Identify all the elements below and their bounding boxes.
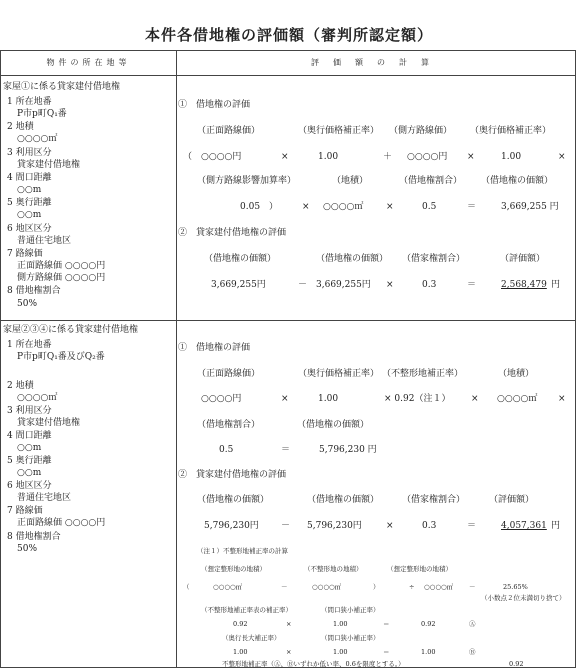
s2-label: （借地権割合）: [197, 420, 261, 430]
s1-line: 6 地区区分: [7, 224, 52, 234]
note-value: 0.92: [233, 620, 248, 628]
s2-line: ○○m: [17, 443, 42, 453]
s1-value: ×: [302, 202, 310, 212]
s2-value: ×: [386, 521, 394, 531]
s2-line: 貸家建付借地権: [17, 418, 81, 428]
note-final-label: 不整形地補正率（Ⓐ、Ⓑいずれか低い率、0.6を限度とする。）: [222, 660, 405, 668]
note-value: ×: [286, 620, 292, 628]
s1-line: 50%: [17, 299, 38, 309]
s2-label: （奥行価格補正率）: [298, 369, 380, 379]
s1-line: 1 所在地番: [7, 97, 52, 107]
header-calculation: 評価額の計算: [311, 58, 443, 67]
note-value: ＝: [383, 648, 390, 656]
s1-value: ×: [386, 280, 394, 290]
s1-value: 1.00: [318, 152, 339, 162]
note-value: 25.65%: [503, 583, 528, 591]
s2-value: 0.3: [422, 521, 437, 531]
s2-label: （正面路線価）: [197, 369, 261, 379]
s1-line: ○○m: [17, 210, 42, 220]
column-divider: [176, 51, 177, 667]
s2-line: ○○m: [17, 468, 42, 478]
note-mark-a: Ⓐ: [469, 620, 476, 628]
s2-line: 1 所在地番: [7, 340, 52, 350]
s2-line: 5 奥行距離: [7, 456, 52, 466]
s1-line: ○○○○㎡: [17, 134, 58, 144]
s1-line: 側方路線価 ○○○○円: [17, 273, 106, 283]
s2-value: 5,796,230円: [204, 521, 259, 531]
s1-value: ○○○○円: [407, 152, 448, 162]
s2-step2-title: ② 貸家建付借地権の評価: [178, 470, 287, 480]
s1-value: ×: [558, 152, 566, 162]
note-value: 1.00: [333, 648, 348, 656]
s1-line: 普通住宅地区: [17, 236, 72, 246]
note-round: （小数点２位未満切り捨て）: [481, 594, 566, 602]
note-value: ○○○○㎡: [424, 583, 454, 591]
note-value: ○○○○㎡: [312, 583, 342, 591]
s1-label: （側方路線影響加算率）: [197, 176, 297, 186]
s2-label: （地積）: [498, 369, 535, 379]
note-label: （不整形地補正率表の補正率）: [201, 606, 292, 614]
s1-label: （奥行価格補正率）: [470, 126, 552, 136]
note-value: 0.92: [421, 620, 436, 628]
s2-value: ＝: [467, 521, 477, 531]
s2-line: P市p町Q₁番及びQ₂番: [17, 352, 105, 362]
s2-value: ○○○○円: [201, 394, 242, 404]
s1-value: 3,669,255円: [316, 280, 371, 290]
s1-value: ○○○○円: [201, 152, 242, 162]
s2-value: －: [281, 521, 291, 531]
s1-value: ×: [281, 152, 289, 162]
s1-value: －: [298, 280, 308, 290]
s1-value: 0.05 ）: [240, 202, 279, 212]
s1-value: ○○○○㎡: [323, 202, 364, 212]
s1-line: 3 利用区分: [7, 148, 52, 158]
s2-line: 8 借地権割合: [7, 532, 61, 542]
note-final-value: 0.92: [509, 660, 524, 668]
s2-value: ○○○○㎡: [497, 394, 538, 404]
section2-heading: 家屋②③④に係る貸家建付借地権: [3, 325, 139, 335]
s2-line: 2 地積: [7, 381, 34, 391]
s1-label: （借地権割合）: [399, 176, 463, 186]
s1-value: （: [183, 152, 193, 162]
s2-label: （不整形地補正率）: [382, 369, 464, 379]
s1-label: （側方路線価）: [389, 126, 453, 136]
s1-line: 8 借地権割合: [7, 286, 61, 296]
s2-label: （借家権割合）: [402, 495, 466, 505]
s2-label: （借地権の価額）: [297, 420, 370, 430]
s2-line: 7 路線価: [7, 506, 43, 516]
s1-result: 2,568,479: [501, 280, 547, 290]
s2-value: ×: [558, 394, 566, 404]
s2-label: （評価額）: [489, 495, 535, 505]
s2-result: 4,057,361: [501, 521, 547, 531]
s2-value: 0.5: [219, 445, 234, 455]
s1-value: ×: [467, 152, 475, 162]
document-title: 本件各借地権の評価額（審判所認定額）: [144, 26, 433, 44]
s2-label: （借地権の価額）: [197, 495, 270, 505]
s1-line: 7 路線価: [7, 249, 43, 259]
note-value: ÷: [409, 583, 415, 591]
s1-value: ×: [386, 202, 394, 212]
s2-label: （借地権の価額）: [307, 495, 380, 505]
note-value: 1.00: [233, 648, 248, 656]
s1-value: 3,669,255 円: [501, 202, 559, 212]
s1-value: ＝: [467, 280, 477, 290]
s2-line: 6 地区区分: [7, 481, 52, 491]
note-value: （: [183, 583, 190, 591]
s1-label: （借地権の価額）: [204, 254, 277, 264]
s2-value: ×: [471, 394, 479, 404]
s1-step2-title: ② 貸家建付借地権の評価: [178, 228, 287, 238]
header-divider: [1, 75, 575, 76]
s1-value: 円: [551, 280, 561, 290]
s2-value: ＝: [281, 445, 291, 455]
s1-label: （評価額）: [500, 254, 546, 264]
s1-line: ○○m: [17, 185, 42, 195]
s1-step1-title: ① 借地権の評価: [178, 100, 251, 110]
s1-line: 正面路線価 ○○○○円: [17, 261, 106, 271]
s1-label: （借家権割合）: [402, 254, 466, 264]
s2-line: ○○○○㎡: [17, 393, 58, 403]
note-value: －: [469, 583, 476, 591]
section1-heading: 家屋①に係る貸家建付借地権: [3, 82, 121, 92]
s2-value: 1.00: [318, 394, 339, 404]
note-label: （想定整形地の地積）: [201, 565, 266, 573]
s2-value: 円: [551, 521, 561, 531]
note-label: （奥行長大補正率）: [222, 634, 281, 642]
s1-value: ＝: [467, 202, 477, 212]
s1-value: ＋: [383, 152, 393, 162]
s1-value: 0.5: [422, 202, 437, 212]
note-label: （想定整形地の地積）: [387, 565, 452, 573]
s2-value: 5,796,230円: [307, 521, 362, 531]
note-value: ○○○○㎡: [213, 583, 243, 591]
note-value: 1.00: [421, 648, 436, 656]
s1-label: （借地権の価額）: [481, 176, 554, 186]
s1-value: 1.00: [501, 152, 522, 162]
s1-value: 0.3: [422, 280, 437, 290]
s1-label: （正面路線価）: [197, 126, 261, 136]
note-title: （注１）不整形地補正率の計算: [197, 547, 288, 555]
valuation-table: [0, 50, 576, 668]
s1-value: 3,669,255円: [211, 280, 266, 290]
s1-line: 5 奥行距離: [7, 198, 52, 208]
s1-label: （借地権の価額）: [316, 254, 389, 264]
s2-line: 50%: [17, 544, 38, 554]
s1-line: 4 間口距離: [7, 173, 52, 183]
note-value: 1.00: [333, 620, 348, 628]
note-value: ）: [373, 583, 380, 591]
note-value: ×: [286, 648, 292, 656]
s1-line: 2 地積: [7, 122, 34, 132]
s2-line: 4 間口距離: [7, 431, 52, 441]
note-label: （不整形地の地積）: [304, 565, 363, 573]
s2-line: 普通住宅地区: [17, 493, 72, 503]
s1-line: P市p町Q₁番: [17, 109, 67, 119]
note-label: （間口狭小補正率）: [321, 634, 380, 642]
note-value: －: [281, 583, 288, 591]
note-mark-b: Ⓑ: [469, 648, 476, 656]
header-location: 物件の所在地等: [46, 58, 131, 67]
s2-value: 5,796,230 円: [319, 445, 377, 455]
s2-value: ×: [281, 394, 289, 404]
s2-line: 正面路線価 ○○○○円: [17, 518, 106, 528]
s1-label: （地積）: [332, 176, 369, 186]
section-divider: [1, 320, 575, 321]
s2-value: × 0.92（注１）: [384, 394, 451, 404]
s2-line: 3 利用区分: [7, 406, 52, 416]
note-value: ＝: [383, 620, 390, 628]
note-label: （間口狭小補正率）: [321, 606, 380, 614]
s2-step1-title: ① 借地権の評価: [178, 343, 251, 353]
s1-label: （奥行価格補正率）: [298, 126, 380, 136]
s1-line: 貸家建付借地権: [17, 160, 81, 170]
